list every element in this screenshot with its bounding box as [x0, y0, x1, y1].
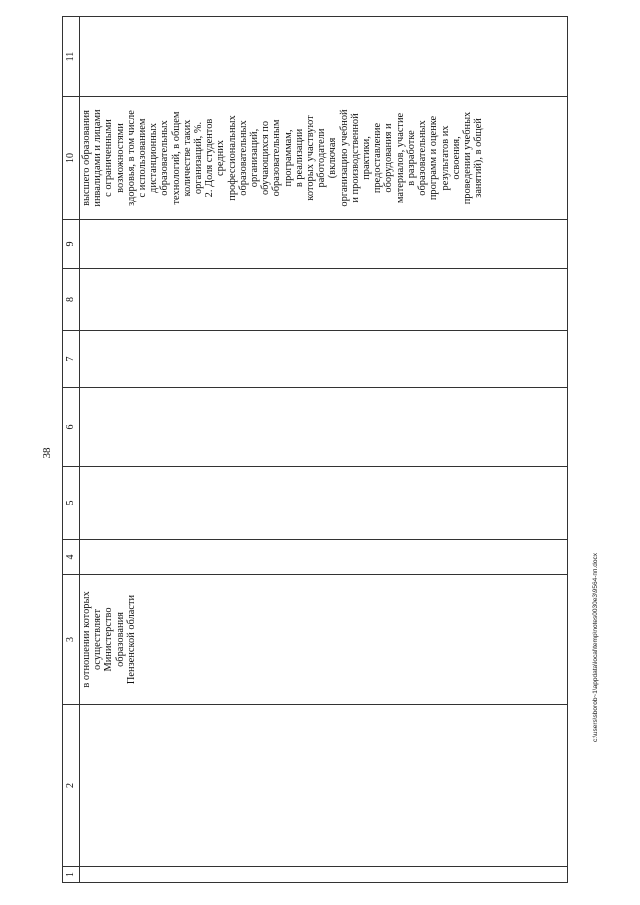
- cell-text-line: которых участвуют: [305, 115, 317, 201]
- cell-text-line: в реализации: [293, 128, 305, 188]
- cell-text-line: предоставление: [372, 122, 384, 194]
- responsible-body-cell: [80, 575, 568, 705]
- table-cell: [80, 705, 568, 867]
- cell-text-line: осуществляет: [92, 608, 104, 671]
- cell-text-line: в разработке: [405, 130, 417, 186]
- table-cell: [80, 388, 568, 467]
- cell-text-line: 2. Доля студентов: [204, 118, 216, 198]
- cell-text-line: практики,: [361, 136, 373, 180]
- column-number: 5: [63, 467, 80, 540]
- cell-text-line: с использованием: [137, 118, 149, 198]
- cell-text-line: проведении учебных: [461, 111, 473, 205]
- cell-text-line: количестве таких: [181, 119, 193, 197]
- cell-text-line: здоровья, в том числе: [125, 110, 137, 206]
- cell-text-line: занятий), в общей: [473, 118, 485, 198]
- cell-text-line: образовательных: [159, 120, 171, 196]
- cell-text-line: (включая: [327, 137, 339, 179]
- cell-text-line: организаций,: [249, 128, 261, 188]
- table-cell: [80, 867, 568, 883]
- column-number: 1: [63, 867, 80, 883]
- footer-path-text: c:\users\sborob~1\appdata\local\temp\notes0030e3\9564-пп.docx: [592, 553, 599, 742]
- cell-text-line: высшего образования: [81, 110, 92, 206]
- cell-text-line: освоения,: [450, 136, 462, 180]
- column-number: 7: [63, 331, 80, 388]
- table-cell: [80, 540, 568, 575]
- cell-text-line: материалов, участие: [394, 112, 406, 204]
- table-cell: [80, 331, 568, 388]
- column-number: 8: [63, 269, 80, 331]
- column-number: 2: [63, 705, 80, 867]
- cell-text-line: организаций, %.: [193, 121, 205, 195]
- cell-text-line: образования: [114, 612, 126, 667]
- column-number: 10: [63, 97, 80, 220]
- column-number: 3: [63, 575, 80, 705]
- cell-text-line: Пензенской области: [125, 594, 137, 685]
- data-table: [62, 17, 568, 883]
- page-number: 38: [41, 447, 53, 459]
- cell-text-line: организацию учебной: [338, 109, 350, 207]
- cell-text-line: работодатели: [316, 128, 328, 188]
- cell-text-line: технологий, в общем: [170, 111, 182, 205]
- table-cell: [80, 220, 568, 269]
- indicator-description-cell: [80, 97, 568, 220]
- cell-text-line: обучающихся по: [260, 120, 272, 196]
- table-row: [80, 17, 568, 883]
- table-cell: [80, 17, 568, 97]
- column-number: 11: [63, 17, 80, 97]
- table-header-row: [63, 17, 80, 883]
- cell-text-line: дистанционных: [148, 123, 160, 193]
- cell-text-line: программ и оценке: [428, 115, 440, 201]
- cell-text-line: оборудования и: [383, 123, 395, 193]
- cell-text-line: инвалидами и лицами: [92, 109, 104, 207]
- cell-text-line: программам,: [282, 129, 294, 187]
- cell-text-line: образовательных: [237, 120, 249, 196]
- cell-text-line: в отношении которых: [81, 591, 92, 688]
- cell-text-line: Министерство: [103, 607, 115, 672]
- table-cell: [80, 269, 568, 331]
- cell-text-line: образовательных: [417, 120, 429, 196]
- cell-text-line: с ограниченными: [103, 119, 115, 197]
- cell-text-line: образовательным: [271, 119, 283, 197]
- cell-text-line: возможностями: [114, 123, 126, 193]
- column-number: 6: [63, 388, 80, 467]
- cell-text-line: и производственной: [349, 113, 361, 203]
- column-number: 9: [63, 220, 80, 269]
- table-cell: [80, 467, 568, 540]
- cell-text-line: профессиональных: [226, 115, 238, 201]
- cell-text-line: результатов их: [439, 125, 451, 191]
- column-number: 4: [63, 540, 80, 575]
- cell-text-line: средних: [215, 140, 227, 176]
